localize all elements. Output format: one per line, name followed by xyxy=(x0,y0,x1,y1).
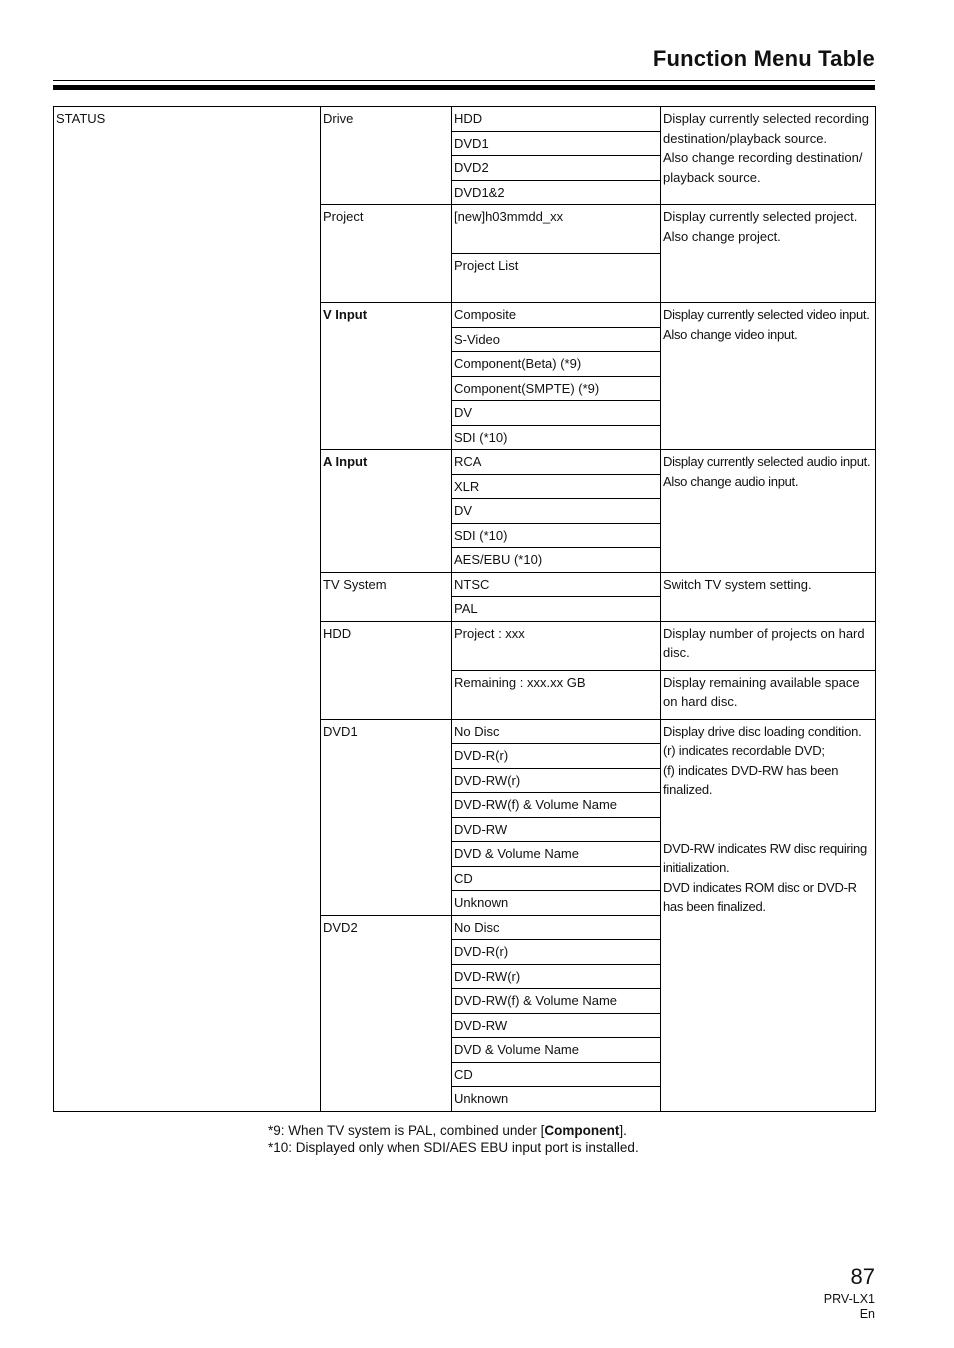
footnote-10: *10: Displayed only when SDI/AES EBU input port is installed. xyxy=(268,1140,639,1155)
option-cell: Component(SMPTE) (*9) xyxy=(452,376,661,401)
footnotes xyxy=(268,1122,639,1156)
option-cell: DV xyxy=(452,401,661,426)
description-text: Display currently selected audio input. Also change audio input. xyxy=(663,454,871,489)
group-label: Drive xyxy=(321,107,452,205)
option-cell: DVD-R(r) xyxy=(452,744,661,769)
footnote-text: *9: When TV system is PAL, combined under [ xyxy=(268,1123,545,1138)
description-cell: Switch TV system setting. xyxy=(661,572,876,621)
header-rule-thin xyxy=(53,80,875,81)
option-cell: Project List xyxy=(452,254,661,303)
group-label: HDD xyxy=(321,621,452,719)
description-text: Display currently selected project. Also change project. xyxy=(663,209,858,244)
option-cell: Unknown xyxy=(452,891,661,916)
description-cell xyxy=(661,205,876,303)
option-cell: Component(Beta) (*9) xyxy=(452,352,661,377)
option-cell: DVD1 xyxy=(452,131,661,156)
option-cell: DVD & Volume Name xyxy=(452,1038,661,1063)
option-cell: Unknown xyxy=(452,1087,661,1112)
option-cell: No Disc xyxy=(452,719,661,744)
description-cell xyxy=(661,303,876,450)
option-cell: Composite xyxy=(452,303,661,328)
description-cell xyxy=(661,450,876,573)
option-cell: DVD-RW(f) & Volume Name xyxy=(452,793,661,818)
language-code: En xyxy=(859,1307,875,1321)
option-cell: [new]h03mmdd_xx xyxy=(452,205,661,254)
footnote-bold-text: Component xyxy=(544,1123,620,1138)
group-label: Project xyxy=(321,205,452,303)
option-cell: DVD-R(r) xyxy=(452,940,661,965)
footnote-text: ]. xyxy=(619,1123,627,1138)
option-cell: DVD & Volume Name xyxy=(452,842,661,867)
description-text: DVD-RW indicates RW disc requiring initialization. DVD indicates ROM disc or DVD-R has been finalized. xyxy=(663,840,867,914)
option-cell: NTSC xyxy=(452,572,661,597)
header-rule-thick xyxy=(53,85,875,90)
option-cell: RCA xyxy=(452,450,661,475)
option-cell: CD xyxy=(452,866,661,891)
description-text: Display currently selected video input. Also change video input. xyxy=(663,307,870,342)
group-label: TV System xyxy=(321,572,452,621)
option-cell: Remaining : xxx.xx GB xyxy=(452,670,661,719)
function-menu-table xyxy=(53,106,876,1112)
category-cell: STATUS xyxy=(54,107,321,1112)
option-cell: HDD xyxy=(452,107,661,132)
option-cell: Project : xxx xyxy=(452,621,661,670)
option-cell: CD xyxy=(452,1062,661,1087)
description-cell: Display number of projects on hard disc. xyxy=(661,621,876,670)
description-text: Display currently selected recording destination/playback source. Also change recording destination/ playback source. xyxy=(663,111,869,185)
option-cell: DV xyxy=(452,499,661,524)
option-cell: DVD-RW xyxy=(452,1013,661,1038)
model-name: PRV-LX1 xyxy=(823,1292,875,1306)
option-cell: DVD-RW xyxy=(452,817,661,842)
option-cell: PAL xyxy=(452,597,661,622)
option-cell: S-Video xyxy=(452,327,661,352)
page-number: 87 xyxy=(850,1264,875,1289)
group-label: DVD2 xyxy=(321,915,452,1111)
option-cell: DVD2 xyxy=(452,156,661,181)
group-label: A Input xyxy=(321,450,452,573)
option-cell: XLR xyxy=(452,474,661,499)
group-label: V Input xyxy=(321,303,452,450)
group-label: DVD1 xyxy=(321,719,452,915)
option-cell: SDI (*10) xyxy=(452,425,661,450)
footnote-9 xyxy=(268,1122,639,1139)
table-row xyxy=(54,107,876,132)
option-cell: DVD1&2 xyxy=(452,180,661,205)
option-cell: DVD-RW(r) xyxy=(452,768,661,793)
option-cell: AES/EBU (*10) xyxy=(452,548,661,573)
page-title: Function Menu Table xyxy=(652,46,875,71)
description-cell xyxy=(661,107,876,205)
description-cell: Display remaining available space on hard disc. xyxy=(661,670,876,719)
model-info xyxy=(824,1292,875,1322)
option-cell: DVD-RW(f) & Volume Name xyxy=(452,989,661,1014)
option-cell: DVD-RW(r) xyxy=(452,964,661,989)
description-cell xyxy=(661,719,876,1111)
option-cell: No Disc xyxy=(452,915,661,940)
spacer xyxy=(663,800,873,839)
option-cell: SDI (*10) xyxy=(452,523,661,548)
description-text: Display drive disc loading condition. (r) indicates recordable DVD; (f) indicates DVD-RW has been finalized. xyxy=(663,723,862,797)
